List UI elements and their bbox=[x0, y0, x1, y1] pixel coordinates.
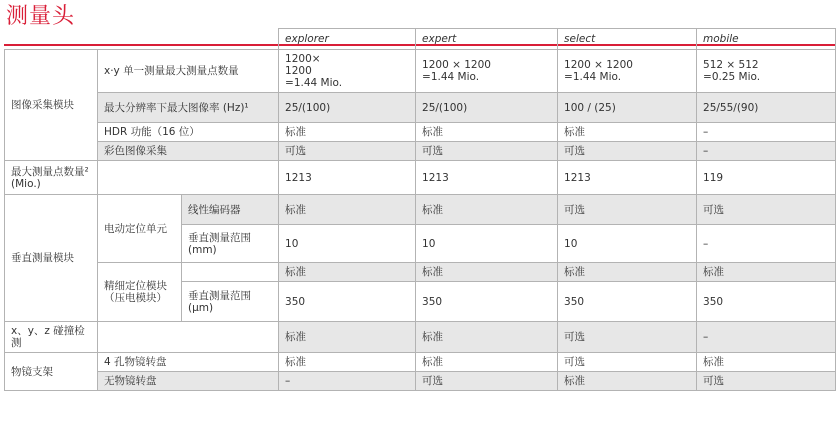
spec-table bbox=[4, 28, 836, 391]
cell: 1200× 1200 =1.44 Mio. bbox=[279, 50, 416, 93]
cell: 标准 bbox=[279, 263, 416, 282]
cell: 标准 bbox=[416, 353, 558, 372]
row-label: HDR 功能（16 位） bbox=[98, 123, 279, 142]
cell: 可选 bbox=[416, 142, 558, 161]
cell: – bbox=[697, 322, 836, 353]
group-fine-module: 精细定位模块（压电模块） bbox=[98, 263, 182, 322]
cell: 119 bbox=[697, 161, 836, 195]
group-objective: 物镜支架 bbox=[5, 353, 98, 391]
cell: – bbox=[697, 225, 836, 263]
cell: 100 / (25) bbox=[558, 93, 697, 123]
cell: – bbox=[697, 123, 836, 142]
cell: 350 bbox=[279, 282, 416, 322]
table-row bbox=[5, 161, 836, 195]
cell: 标准 bbox=[558, 123, 697, 142]
row-label: 最大测量点数量² (Mio.) bbox=[5, 161, 98, 195]
cell: 25/(100) bbox=[416, 93, 558, 123]
cell: 标准 bbox=[558, 263, 697, 282]
empty-cell bbox=[182, 263, 279, 282]
cell: 可选 bbox=[697, 195, 836, 225]
cell: 1213 bbox=[558, 161, 697, 195]
table-row bbox=[5, 93, 836, 123]
table-header-row bbox=[5, 29, 836, 50]
table-row bbox=[5, 263, 836, 282]
cell: 350 bbox=[558, 282, 697, 322]
cell: 350 bbox=[416, 282, 558, 322]
cell: 可选 bbox=[558, 322, 697, 353]
cell: 1213 bbox=[416, 161, 558, 195]
row-label: 4 孔物镜转盘 bbox=[98, 353, 279, 372]
cell: 可选 bbox=[416, 372, 558, 391]
cell: 可选 bbox=[558, 195, 697, 225]
cell: 标准 bbox=[697, 263, 836, 282]
cell: 标准 bbox=[558, 372, 697, 391]
empty-cell bbox=[98, 161, 279, 195]
row-label: 彩色图像采集 bbox=[98, 142, 279, 161]
cell: 25/55/(90) bbox=[697, 93, 836, 123]
cell: 标准 bbox=[279, 123, 416, 142]
table-row bbox=[5, 123, 836, 142]
row-label: 线性编码器 bbox=[182, 195, 279, 225]
group-vertical: 垂直测量模块 bbox=[5, 195, 98, 322]
cell: 标准 bbox=[697, 353, 836, 372]
cell: – bbox=[279, 372, 416, 391]
cell: 标准 bbox=[279, 353, 416, 372]
cell: 标准 bbox=[416, 195, 558, 225]
table-row bbox=[5, 353, 836, 372]
cell: 10 bbox=[416, 225, 558, 263]
empty-cell bbox=[98, 322, 279, 353]
table-row bbox=[5, 372, 836, 391]
group-image: 图像采集模块 bbox=[5, 50, 98, 161]
cell: 10 bbox=[558, 225, 697, 263]
cell: 标准 bbox=[416, 263, 558, 282]
row-label: 垂直测量范围 (mm) bbox=[182, 225, 279, 263]
cell: 1213 bbox=[279, 161, 416, 195]
row-label: 最大分辨率下最大图像率 (Hz)¹ bbox=[98, 93, 279, 123]
table-row bbox=[5, 50, 836, 93]
cell: 标准 bbox=[279, 195, 416, 225]
cell: 标准 bbox=[416, 123, 558, 142]
cell: 可选 bbox=[697, 372, 836, 391]
row-label: 垂直测量范围 (µm) bbox=[182, 282, 279, 322]
page-title: 测量头 bbox=[6, 4, 76, 29]
cell: 标准 bbox=[279, 322, 416, 353]
group-motor-unit: 电动定位单元 bbox=[98, 195, 182, 263]
product-explorer: explorer bbox=[279, 29, 416, 50]
cell: 1200 × 1200 =1.44 Mio. bbox=[558, 50, 697, 93]
cell: 1200 × 1200 =1.44 Mio. bbox=[416, 50, 558, 93]
header-blank bbox=[5, 29, 279, 50]
table-row bbox=[5, 142, 836, 161]
cell: 标准 bbox=[416, 322, 558, 353]
cell: 可选 bbox=[279, 142, 416, 161]
cell: 25/(100) bbox=[279, 93, 416, 123]
row-label: 无物镜转盘 bbox=[98, 372, 279, 391]
table-row bbox=[5, 322, 836, 353]
table-row bbox=[5, 195, 836, 225]
product-select: select bbox=[558, 29, 697, 50]
cell: 可选 bbox=[558, 353, 697, 372]
cell: 350 bbox=[697, 282, 836, 322]
product-expert: expert bbox=[416, 29, 558, 50]
row-label: x·y 单一测量最大测量点数量 bbox=[98, 50, 279, 93]
cell: 可选 bbox=[558, 142, 697, 161]
cell: 10 bbox=[279, 225, 416, 263]
product-mobile: mobile bbox=[697, 29, 836, 50]
cell: – bbox=[697, 142, 836, 161]
cell: 512 × 512 =0.25 Mio. bbox=[697, 50, 836, 93]
row-label: x、y、z 碰撞检测 bbox=[5, 322, 98, 353]
